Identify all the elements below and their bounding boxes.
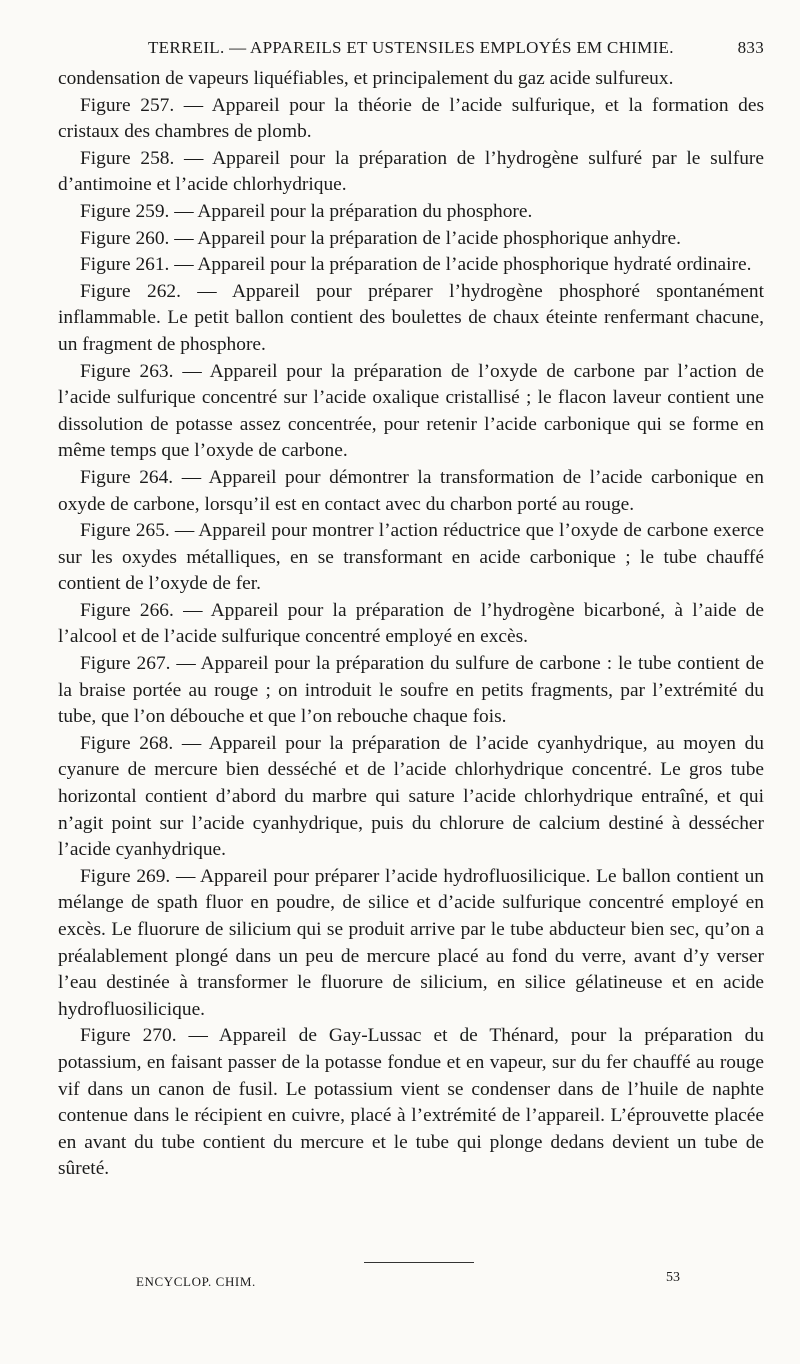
paragraph-figure-262: Figure 262. — Appareil pour préparer l’hydrogène phosphoré spontanément inflammable. Le petit ballon contient des boulettes de chaux éteinte renfermant chacune, un fragment de phosphore. <box>58 280 764 355</box>
paragraph-figure-267: Figure 267. — Appareil pour la préparation du sulfure de carbone : le tube contient de la braise portée au rouge ; on introduit le soufre en petits fragments, par l’extrémité du tube, que l’on débouche et que l’on rebouche chaque fois. <box>58 653 764 728</box>
footer-sheet-number: 53 <box>666 1270 680 1285</box>
paragraph-figure-269: Figure 269. — Appareil pour préparer l’acide hydrofluosilicique. Le ballon contient un mélange de spath fluor en poudre, de silice et d’acide sulfurique concentré employé en excès. Le fluorure de silicium qui se produit arrive par le tube abducteur bien sec, qu’on a préalablement plongé dans un peu de mercure placé au fond du verre, avant d’y verser l’eau destinée à transformer le fluorure de silicium, en silice gélatineuse et en acide hydrofluosilicique. <box>58 865 764 1020</box>
paragraph-figure-270: Figure 270. — Appareil de Gay-Lussac et de Thénard, pour la préparation du potassium, en faisant passer de la potasse fondue et en vapeur, sur du fer chauffé au rouge vif dans un canon de fusil. Le potassium vient se condenser dans de l’huile de naphte contenue dans le récipient en cuivre, placé à l’extrémité de l’appareil. L’éprouvette placée en avant du tube contient du mercure et le tube qui plonge dedans devient un tube de sûreté. <box>58 1025 764 1180</box>
paragraph-figure-266: Figure 266. — Appareil pour la préparation de l’hydrogène bicarboné, à l’aide de l’alcool et de l’acide sulfurique concentré employé en excès. <box>58 599 764 648</box>
paragraph-figure-261: Figure 261. — Appareil pour la préparation de l’acide phosphorique hydraté ordinaire. <box>80 254 752 276</box>
footer-rule <box>364 1262 474 1263</box>
paragraph-figure-268: Figure 268. — Appareil pour la préparation de l’acide cyanhydrique, au moyen du cyanure de mercure bien desséché et de l’acide chlorhydrique concentré. Le gros tube horizontal contient d’abord du marbre qui sature l’acide chlorhydrique entraîné, et qui n’agit point sur l’acide cyanhydrique, puis du chlorure de calcium destiné à dessécher l’acide cyanhydrique. <box>58 732 764 861</box>
body-text <box>58 66 764 1183</box>
paragraph-figure-257: Figure 257. — Appareil pour la théorie de l’acide sulfurique, et la formation des cristaux des chambres de plomb. <box>58 94 764 143</box>
paragraph-figure-259: Figure 259. — Appareil pour la préparation du phosphore. <box>80 200 533 222</box>
page-number: 833 <box>737 38 764 57</box>
paragraph-figure-264: Figure 264. — Appareil pour démontrer la transformation de l’acide carbonique en oxyde de carbone, lorsqu’il est en contact avec du charbon porté au rouge. <box>58 466 764 515</box>
running-title: TERRЕIL. — APPAREILS ET USTENSILES EMPLOYÉS EM CHIMIE. <box>148 38 674 57</box>
paragraph-figure-265: Figure 265. — Appareil pour montrer l’action réductrice que l’oxyde de carbone exerce sur les oxydes métalliques, en se transformant en acide carbonique ; le tube chauffé contient de l’oxyde de fer. <box>58 520 764 595</box>
paragraph-figure-263: Figure 263. — Appareil pour la préparation de l’oxyde de carbone par l’action de l’acide sulfurique concentré sur l’acide oxalique cristallisé ; le flacon laveur contient une dissolution de potasse assez concentrée, pour retenir l’acide carbonique qui se forme en même temps que l’oxyde de carbone. <box>58 360 764 462</box>
paragraph-continuation: condensation de vapeurs liquéfiables, et principalement du gaz acide sulfureux. <box>58 68 674 89</box>
footer-signature: ENCYCLOP. CHIM. <box>136 1274 256 1289</box>
paragraph-figure-260: Figure 260. — Appareil pour la préparation de l’acide phosphorique anhydre. <box>80 227 681 249</box>
paragraph-figure-258: Figure 258. — Appareil pour la préparation de l’hydrogène sulfuré par le sulfure d’antimoine et l’acide chlorhydrique. <box>58 147 764 196</box>
running-head <box>58 38 764 64</box>
